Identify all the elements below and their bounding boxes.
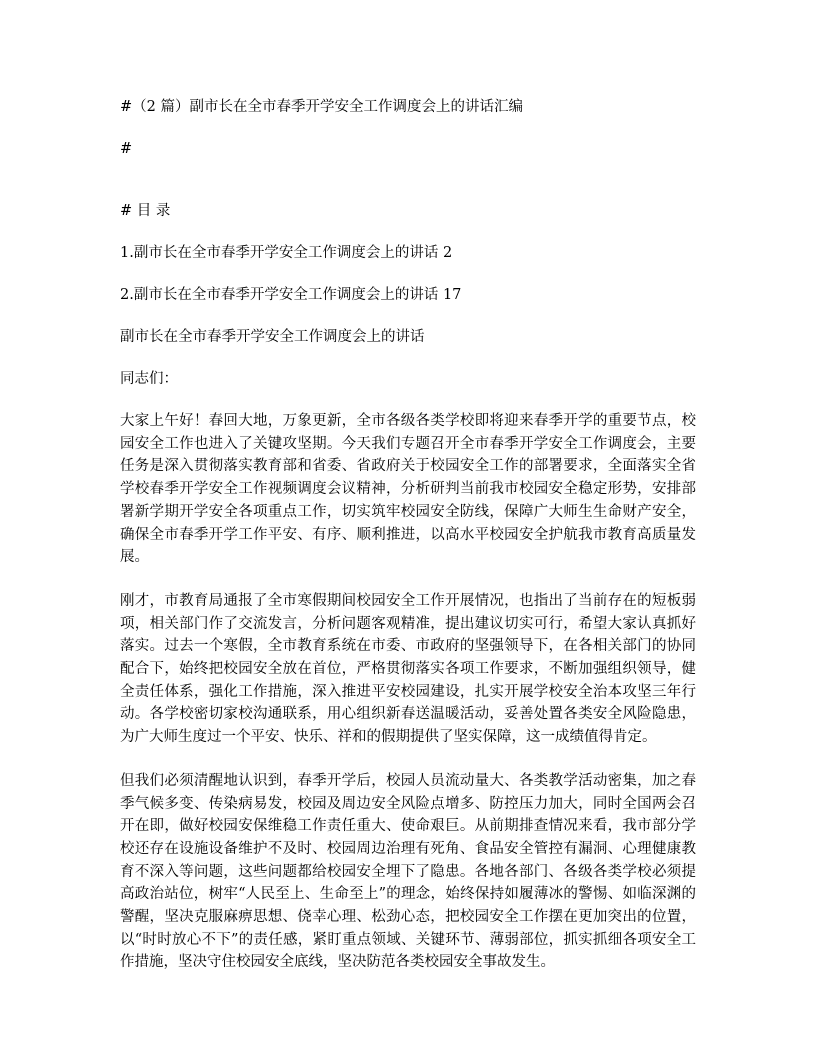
body-paragraph: 但我们必须清醒地认识到，春季开学后，校园人员流动量大、各类教学活动密集，加之春季气候多变、传染病易发，校园及周边安全风险点增多、防控压力加大，同时全国两会召开在即，做好校园安保维稳工作责任重大、使命艰巨。从前期排查情况来看，我市部分学校还存在设施设备维护不及时、校园周边治理有死角、食品安全管控有漏洞、心理健康教育不深入等问题，这些问题都给校园安全埋下了隐患。各地各部门、各级各类学校必须提高政治站位，树牢“人民至上、生命至上”的理念，始终保持如履薄冰的警惕、如临深渊的警醒，坚决克服麻痹思想、侥幸心理、松劲心态，把校园安全工作摆在更加突出的位置，以“时时放心不下”的责任感，紧盯重点领域、关键环节、薄弱部位，抓实抓细各项安全工作措施，坚决守住校园安全底线，坚决防范各类校园安全事故发生。 xyxy=(120,772,696,971)
toc-item: 1.副市长在全市春季开学安全工作调度会上的讲话 2 xyxy=(120,245,453,261)
section-title: 副市长在全市春季开学安全工作调度会上的讲话 xyxy=(120,329,425,345)
document-title: #（2 篇）副市长在全市春季开学安全工作调度会上的讲话汇编 xyxy=(120,99,523,115)
body-paragraph: 刚才，市教育局通报了全市寒假期间校园安全工作开展情况，也指出了当前存在的短板弱项，相关部门作了交流发言，分析问题客观精准，提出建议切实可行，希望大家认真抓好落实。过去一个寒假，全市教育系统在市委、市政府的坚强领导下，在各相关部门的协同配合下，始终把校园安全放在首位，严格贯彻落实各项工作要求，不断加强组织领导，健全责任体系，强化工作措施，深入推进平安校园建设，扎实开展学校安全治本攻坚三年行动。各学校密切家校沟通联系，用心组织新春送温暖活动，妥善处置各类安全风险隐患，为广大师生度过一个平安、快乐、祥和的假期提供了坚实保障，这一成绩值得肯定。 xyxy=(120,592,696,746)
document-page xyxy=(120,96,696,995)
toc-item: 2.副市长在全市春季开学安全工作调度会上的讲话 17 xyxy=(120,287,462,303)
body-paragraph: 大家上午好！春回大地，万象更新，全市各级各类学校即将迎来春季开学的重要节点，校园安全工作也进入了关键攻坚期。今天我们专题召开全市春季开学安全工作调度会，主要任务是深入贯彻落实教育部和省委、省政府关于校园安全工作的部署要求，全面落实全省学校春季开学安全工作视频调度会议精神，分析研判当前我市校园安全稳定形势，安排部署新学期开学安全各项重点工作，切实筑牢校园安全防线，保障广大师生生命财产安全，确保全市春季开学工作平安、有序、顺利推进，以高水平校园安全护航我市教育高质量发展。 xyxy=(120,413,696,566)
toc-heading: # 目 录 xyxy=(120,203,171,219)
hash-line: # xyxy=(120,141,133,157)
greeting: 同志们： xyxy=(120,371,178,387)
